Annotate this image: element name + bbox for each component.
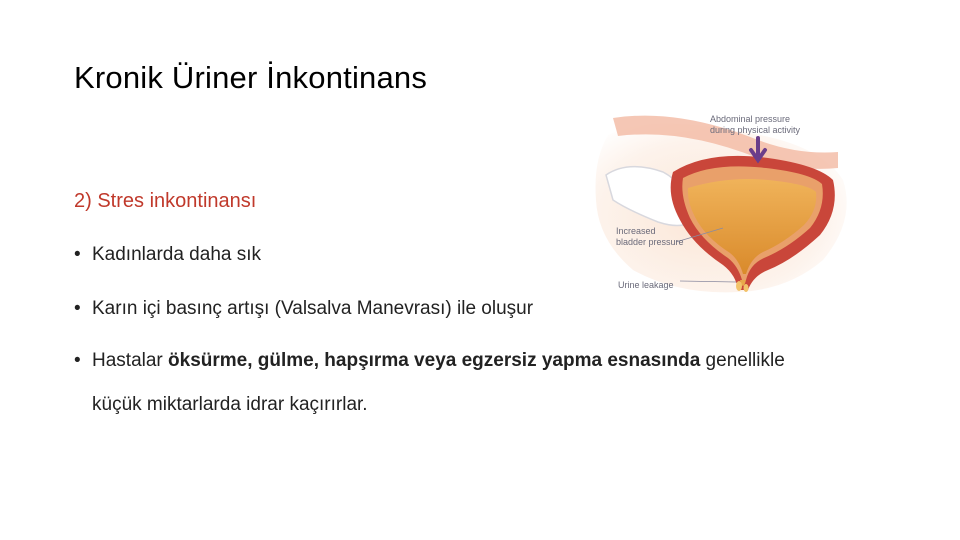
bullet-text: Kadınlarda daha sık: [92, 244, 262, 265]
label-urine-leakage: Urine leakage: [618, 280, 674, 290]
label-abdominal-line1: Abdominal pressure: [710, 114, 791, 124]
bullet-text-suffix: genellikle: [700, 350, 785, 371]
bladder-diagram-svg: [588, 110, 858, 300]
label-bladder-pressure: [616, 226, 684, 248]
bullet-text: Karın içi basınç artışı (Valsalva Manevrası) ile oluşur: [92, 298, 534, 319]
label-abdominal-pressure: [710, 114, 800, 136]
bullet-marker: •: [74, 244, 81, 265]
bullet-text-continuation: küçük miktarlarda idrar kaçırırlar.: [92, 394, 368, 415]
label-bladder-line2: bladder pressure: [616, 237, 684, 247]
bullet-text-prefix: Hastalar: [92, 350, 169, 371]
label-bladder-line1: Increased: [616, 226, 656, 236]
page-title: Kronik Üriner İnkontinans: [74, 60, 428, 95]
section-subtitle: 2) Stres inkontinansı: [74, 190, 257, 212]
bullet-item: [74, 244, 261, 266]
bullet-item: [74, 298, 533, 320]
bullet-text-bold: öksürme, gülme, hapşırma veya egzersiz yapma esnasında: [168, 350, 701, 371]
bullet-item: [74, 350, 785, 372]
label-abdominal-line2: during physical activity: [710, 125, 801, 135]
bladder-illustration: [588, 110, 858, 300]
bullet-marker: •: [74, 298, 81, 319]
bullet-marker: •: [74, 350, 81, 371]
